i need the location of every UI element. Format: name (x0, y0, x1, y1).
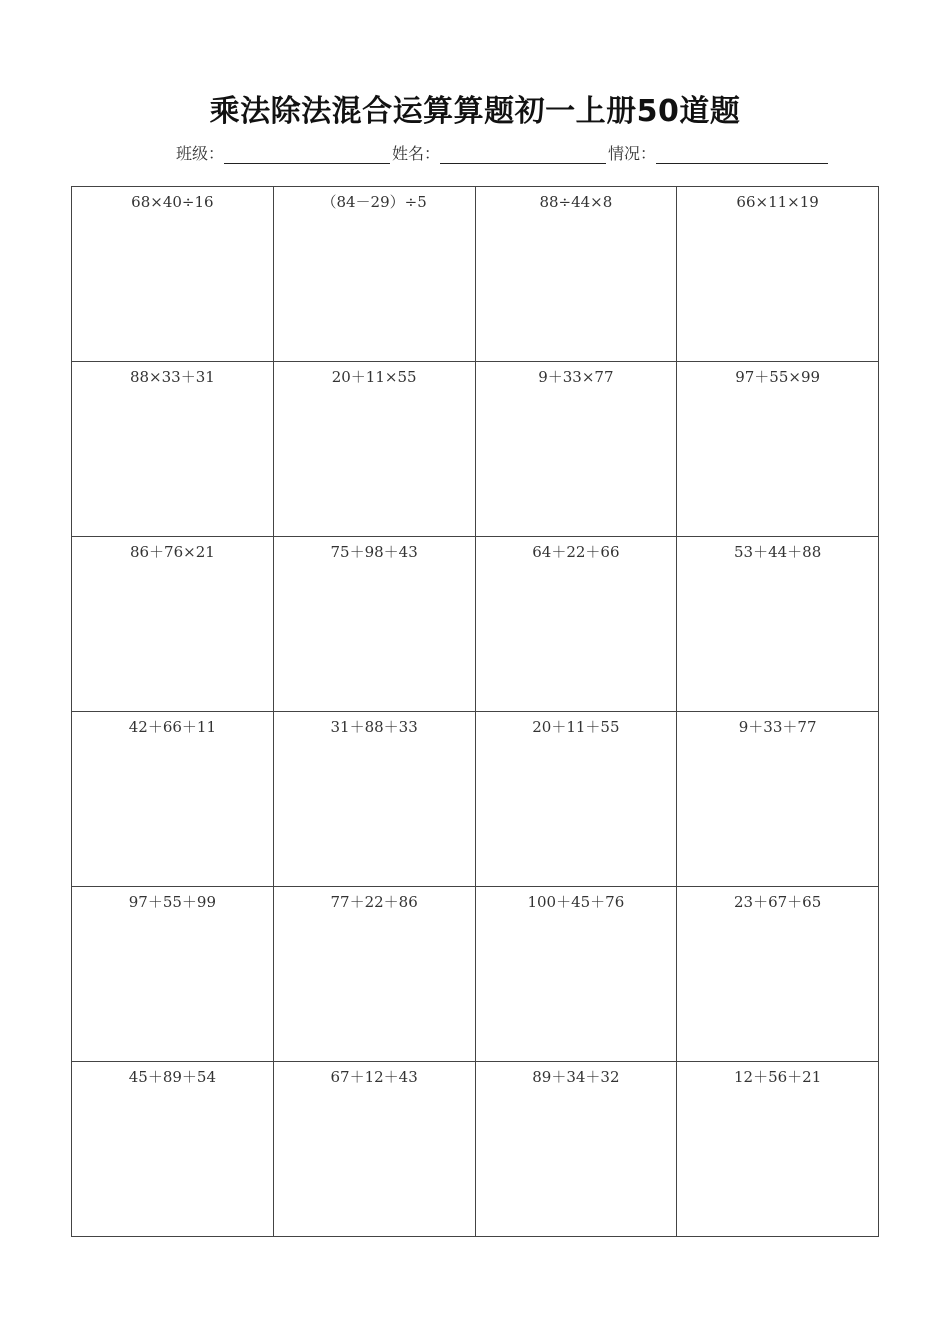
status-label: 情况： (608, 144, 657, 163)
problem-cell: 68×40÷16 (72, 187, 274, 362)
class-label: 班级： (176, 144, 225, 163)
problem-cell: 88÷44×8 (476, 187, 678, 362)
problem-cell: 75＋98＋43 (274, 537, 476, 712)
problem-cell: 12＋56＋21 (677, 1062, 879, 1237)
problem-cell: 64＋22＋66 (476, 537, 678, 712)
name-label: 姓名： (392, 144, 441, 163)
problem-cell: 88×33＋31 (72, 362, 274, 537)
problem-cell: 23＋67＋65 (677, 887, 879, 1062)
problem-cell: 66×11×19 (677, 187, 879, 362)
problem-cell: 42＋66＋11 (72, 712, 274, 887)
status-field (608, 144, 830, 164)
problem-cell: 31＋88＋33 (274, 712, 476, 887)
problem-cell: 9＋33×77 (476, 362, 678, 537)
problem-cell: 86＋76×21 (72, 537, 274, 712)
problem-grid (71, 186, 879, 1237)
student-info-row (176, 140, 830, 164)
problem-cell: 9＋33＋77 (677, 712, 879, 887)
problem-cell: 67＋12＋43 (274, 1062, 476, 1237)
problem-cell: 45＋89＋54 (72, 1062, 274, 1237)
problem-cell: 89＋34＋32 (476, 1062, 678, 1237)
worksheet-title: 乘法除法混合运算算题初一上册50道题 (209, 94, 741, 129)
status-blank-line (656, 145, 828, 164)
problem-cell: （84－29）÷5 (274, 187, 476, 362)
problem-cell: 97＋55＋99 (72, 887, 274, 1062)
problem-cell: 77＋22＋86 (274, 887, 476, 1062)
name-field (392, 144, 608, 164)
problem-cell: 20＋11＋55 (476, 712, 678, 887)
problem-cell: 20＋11×55 (274, 362, 476, 537)
class-field (176, 144, 392, 164)
problem-cell: 100＋45＋76 (476, 887, 678, 1062)
problem-cell: 97＋55×99 (677, 362, 879, 537)
name-blank-line (440, 145, 606, 164)
class-blank-line (224, 145, 390, 164)
problem-cell: 53＋44＋88 (677, 537, 879, 712)
